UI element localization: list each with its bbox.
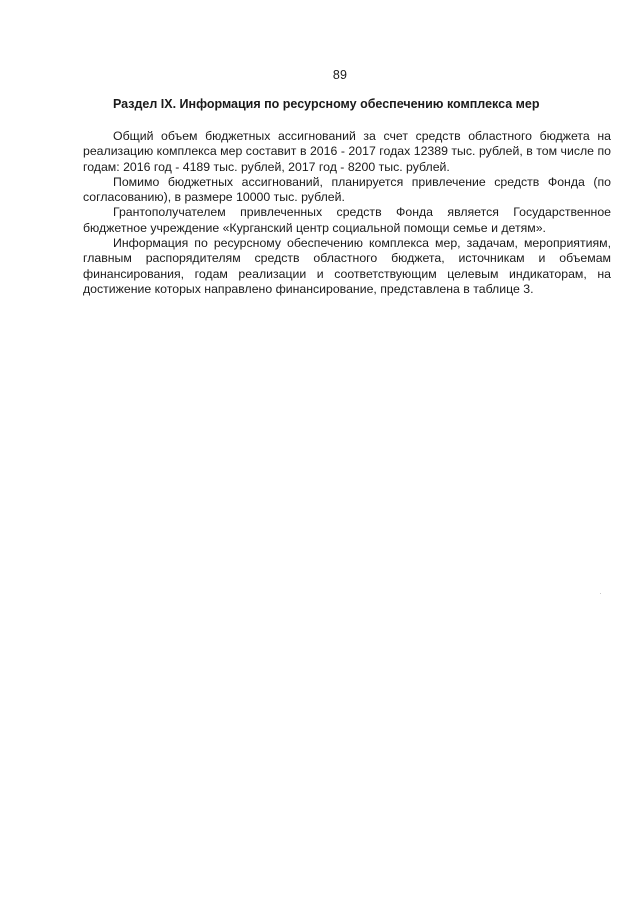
- paragraph-table-reference: Информация по ресурсному обеспечению комплекса мер, задачам, мероприятиям, главным распорядителям средств областного бюджета, источникам и объемам финансирования, годам реализации и соответствующим целевым индикаторам, на достижение которых направлено финансирование, представлена в таблице 3.: [83, 236, 611, 296]
- paragraph-grant-recipient: Грантополучателем привлеченных средств Фонда является Государственное бюджетное учреждение «Курганский центр социальной помощи семье и детям».: [83, 205, 611, 235]
- paragraph-fund-attraction: Помимо бюджетных ассигнований, планируется привлечение средств Фонда (по согласованию), в размере 10000 тыс. рублей.: [83, 174, 611, 205]
- page-number: 89: [332, 68, 348, 82]
- section-title: Раздел IX. Информация по ресурсному обеспечению комплекса мер: [113, 97, 540, 111]
- scan-speck: [600, 593, 601, 594]
- paragraph-budget-total: Общий объем бюджетных ассигнований за счет средств областного бюджета на реализацию комплекса мер составит в 2016 - 2017 годах 12389 тыс. рублей, в том числе по годам: 2016 год - 4189 тыс. рублей, 2017 год - 8200 тыс. рублей.: [83, 129, 611, 174]
- section-body: [83, 129, 611, 297]
